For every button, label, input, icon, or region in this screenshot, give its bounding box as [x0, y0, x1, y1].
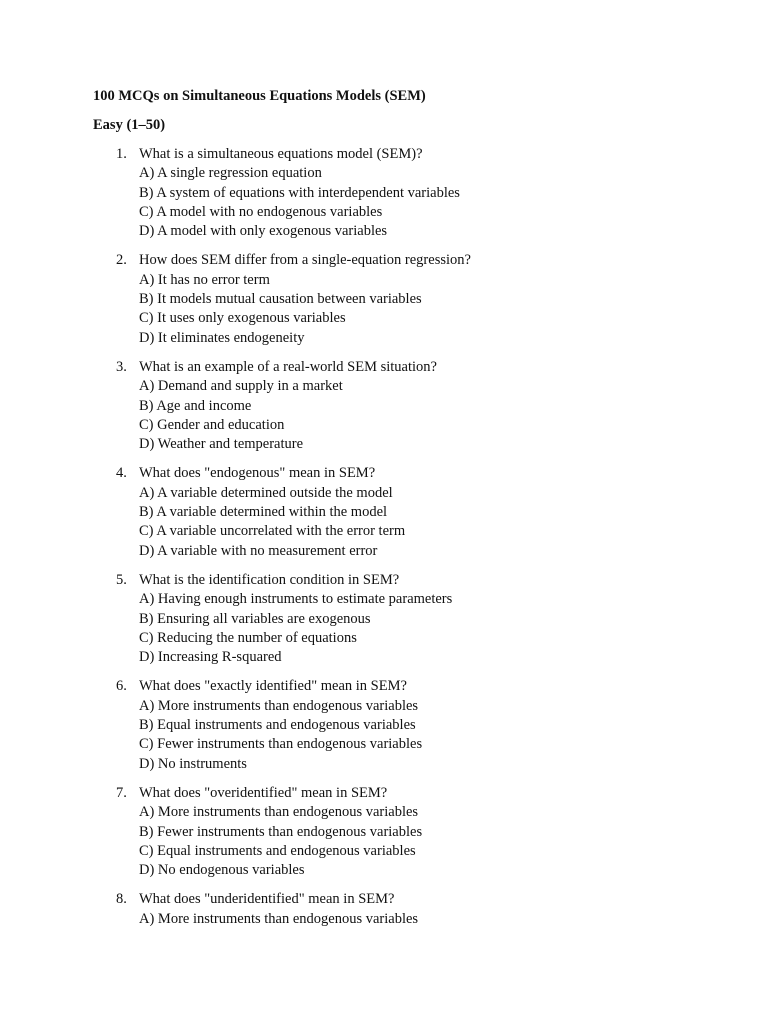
answer-option: A) Having enough instruments to estimate parameters [139, 591, 453, 608]
document-title: 100 MCQs on Simultaneous Equations Models (SEM) [93, 88, 426, 104]
question-text: What does "overidentified" mean in SEM? [139, 784, 388, 801]
question-text: What does "underidentified" mean in SEM? [139, 891, 395, 908]
answer-option: A) A single regression equation [139, 165, 322, 182]
question-number: 6. [116, 678, 127, 695]
question-number: 2. [116, 252, 127, 269]
answer-option: B) Equal instruments and endogenous variables [139, 717, 416, 734]
question-line [0, 890, 768, 909]
question-line [0, 464, 768, 483]
answer-option: A) More instruments than endogenous variables [139, 910, 419, 927]
question-item [0, 251, 768, 347]
question-line [0, 145, 768, 164]
answer-option: D) No endogenous variables [139, 862, 305, 879]
question-text: What is the identification condition in SEM? [139, 571, 400, 588]
answer-option: A) A variable determined outside the model [139, 484, 393, 501]
question-item [0, 145, 768, 241]
section-heading: Easy (1–50) [93, 117, 166, 133]
answer-option: A) More instruments than endogenous variables [139, 697, 419, 714]
question-text: How does SEM differ from a single-equation regression? [139, 252, 471, 269]
answer-option: D) Weather and temperature [139, 436, 304, 453]
answer-option: B) Ensuring all variables are exogenous [139, 610, 371, 627]
question-list [0, 145, 768, 939]
answer-option: D) No instruments [139, 755, 247, 772]
question-text: What does "exactly identified" mean in SEM? [139, 678, 407, 695]
question-item [0, 464, 768, 560]
question-line [0, 358, 768, 377]
answer-option: C) It uses only exogenous variables [139, 310, 346, 327]
answer-option: A) Demand and supply in a market [139, 378, 343, 395]
question-number: 5. [116, 571, 127, 588]
question-text: What is a simultaneous equations model (SEM)? [139, 146, 423, 162]
answer-option: C) A variable uncorrelated with the error term [139, 523, 406, 540]
question-item [0, 358, 768, 454]
question-line [0, 677, 768, 696]
answer-option: A) More instruments than endogenous variables [139, 804, 419, 821]
question-number: 8. [116, 891, 127, 908]
question-item [0, 784, 768, 880]
answer-option: C) Gender and education [139, 416, 285, 433]
answer-option: C) Fewer instruments than endogenous variables [139, 736, 423, 753]
answer-option: B) A variable determined within the model [139, 504, 388, 521]
question-number: 1. [116, 146, 127, 162]
question-number: 3. [116, 358, 127, 375]
answer-option: D) Increasing R-squared [139, 649, 282, 666]
answer-option: C) Equal instruments and endogenous variables [139, 842, 416, 859]
question-item [0, 571, 768, 667]
answer-option: B) It models mutual causation between variables [139, 291, 422, 308]
question-line [0, 251, 768, 270]
answer-option: C) A model with no endogenous variables [139, 203, 383, 220]
question-text: What does "endogenous" mean in SEM? [139, 465, 376, 482]
answer-option: D) A model with only exogenous variables [139, 223, 388, 240]
question-line [0, 571, 768, 590]
question-item [0, 677, 768, 773]
answer-option: C) Reducing the number of equations [139, 629, 357, 646]
answer-option: D) It eliminates endogeneity [139, 329, 305, 346]
question-number: 7. [116, 784, 127, 801]
answer-option: D) A variable with no measurement error [139, 542, 378, 559]
answer-option: B) A system of equations with interdependent variables [139, 184, 460, 201]
question-number: 4. [116, 465, 127, 482]
answer-option: B) Age and income [139, 397, 252, 414]
question-item [0, 890, 768, 929]
question-line [0, 784, 768, 803]
answer-option: B) Fewer instruments than endogenous variables [139, 823, 423, 840]
answer-option: A) It has no error term [139, 271, 270, 288]
question-text: What is an example of a real-world SEM situation? [139, 358, 437, 375]
